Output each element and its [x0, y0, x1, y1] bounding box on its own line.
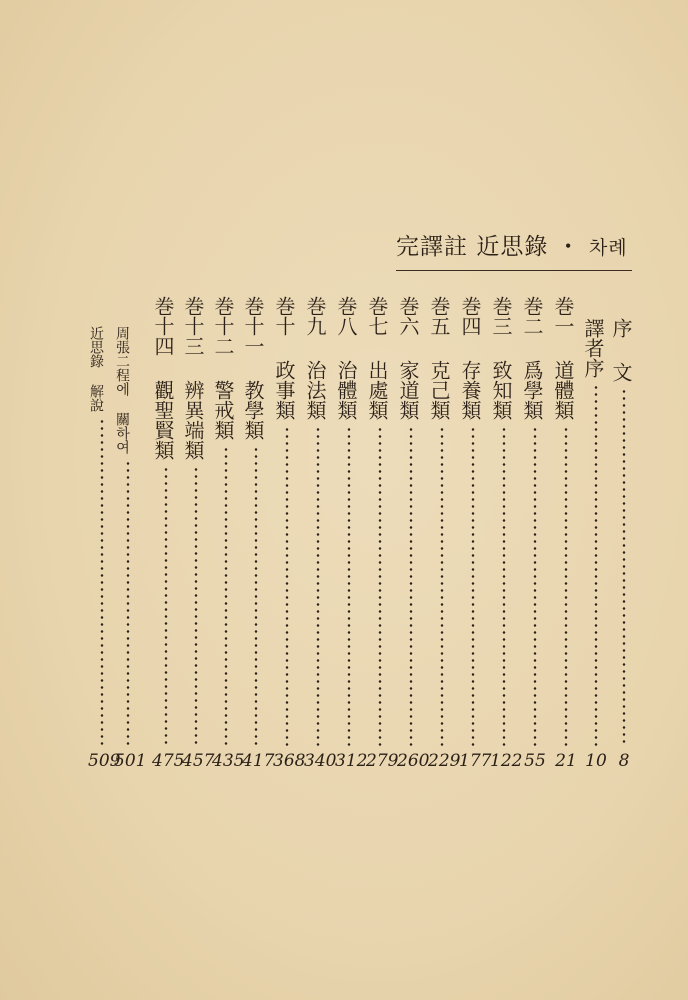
- toc-entry: [88, 296, 121, 771]
- toc-entry-page: 122: [490, 751, 523, 771]
- leader-dots: [100, 418, 104, 746]
- toc-entry-label: 巻七 出處類: [365, 296, 389, 420]
- toc-entry: [365, 296, 399, 771]
- toc-entry: [458, 296, 492, 771]
- toc-entry: [396, 296, 430, 771]
- toc-entry-page: 501: [114, 751, 147, 771]
- toc-entry-page: 10: [585, 751, 607, 771]
- toc-entry: [272, 296, 306, 771]
- leader-dots: [502, 426, 506, 746]
- toc-entry-label: 巻十 政事類: [272, 296, 296, 420]
- toc-entry: [211, 296, 245, 771]
- toc-entry-label: 巻二 爲學類: [520, 296, 544, 420]
- toc-entry-label: 序 文: [609, 318, 633, 382]
- toc-entry: [520, 296, 549, 771]
- toc-entry-label: 巻四 存養類: [458, 296, 482, 420]
- leader-dots: [164, 466, 168, 746]
- title-separator: ・: [556, 234, 581, 260]
- toc-entry-page: 457: [182, 751, 215, 771]
- page-title: [396, 228, 638, 261]
- toc-entry: [181, 296, 215, 771]
- toc-entry-label: 譯者序: [581, 318, 605, 378]
- toc-entry-label: 巻九 治法類: [303, 296, 327, 420]
- toc-entry-page: 312: [335, 751, 368, 771]
- toc-entry-page: 279: [366, 751, 399, 771]
- toc-entry-page: 435: [212, 751, 245, 771]
- toc-entry-label: 近思錄 解說: [88, 326, 104, 412]
- toc-entry-label: 巻八 治體類: [334, 296, 358, 420]
- toc-entry-page: 417: [242, 751, 275, 771]
- toc-entry: [609, 296, 638, 771]
- toc-entry: [151, 296, 185, 771]
- leader-dots: [224, 446, 228, 746]
- toc-entry-page: 475: [152, 751, 185, 771]
- title-underline: [396, 270, 632, 271]
- leader-dots: [622, 388, 626, 746]
- toc-entry-page: 260: [397, 751, 430, 771]
- toc-entry-label: 巻三 致知類: [489, 296, 513, 420]
- title-prefix: 完譯註: [396, 234, 468, 260]
- leader-dots: [594, 384, 598, 746]
- toc-entry-label: 巻十四 觀聖賢類: [151, 296, 175, 460]
- toc-entry-page: 21: [555, 751, 577, 771]
- leader-dots: [194, 466, 198, 746]
- toc-entry-page: 340: [304, 751, 337, 771]
- toc-entry-label: 巻六 家道類: [396, 296, 420, 420]
- leader-dots: [409, 426, 413, 746]
- leader-dots: [285, 426, 289, 746]
- toc-entry-label: 巻十三 辨異端類: [181, 296, 205, 460]
- toc-entry-label: 周張二程에 關하여: [114, 326, 130, 454]
- leader-dots: [471, 426, 475, 746]
- leader-dots: [440, 426, 444, 746]
- title-main: 近思錄: [476, 234, 549, 260]
- toc-entry: [581, 296, 610, 771]
- leader-dots: [564, 426, 568, 746]
- toc-entry-page: 55: [524, 751, 546, 771]
- toc-entry-label: 巻十二 警戒類: [211, 296, 235, 440]
- toc-entry-page: 509: [88, 751, 121, 771]
- leader-dots: [347, 426, 351, 746]
- toc-entry-page: 177: [459, 751, 492, 771]
- toc-entry-label: 巻五 克己類: [427, 296, 451, 420]
- toc-entry-page: 229: [428, 751, 461, 771]
- toc-entry: [551, 296, 580, 771]
- leader-dots: [533, 426, 537, 746]
- toc-entry: [303, 296, 337, 771]
- leader-dots: [254, 446, 258, 746]
- leader-dots: [378, 426, 382, 746]
- toc-entry: [427, 296, 461, 771]
- toc-entry: [489, 296, 523, 771]
- toc-entry-label: 巻十一 教學類: [241, 296, 265, 440]
- leader-dots: [126, 460, 130, 746]
- leader-dots: [316, 426, 320, 746]
- toc-entry: [241, 296, 275, 771]
- toc-entry: [334, 296, 368, 771]
- toc-entry: [114, 296, 147, 771]
- toc-entry-label: 巻一 道體類: [551, 296, 575, 420]
- toc-entry-page: 368: [273, 751, 306, 771]
- toc-entry-page: 8: [618, 751, 630, 771]
- title-suffix: 차례: [588, 237, 628, 259]
